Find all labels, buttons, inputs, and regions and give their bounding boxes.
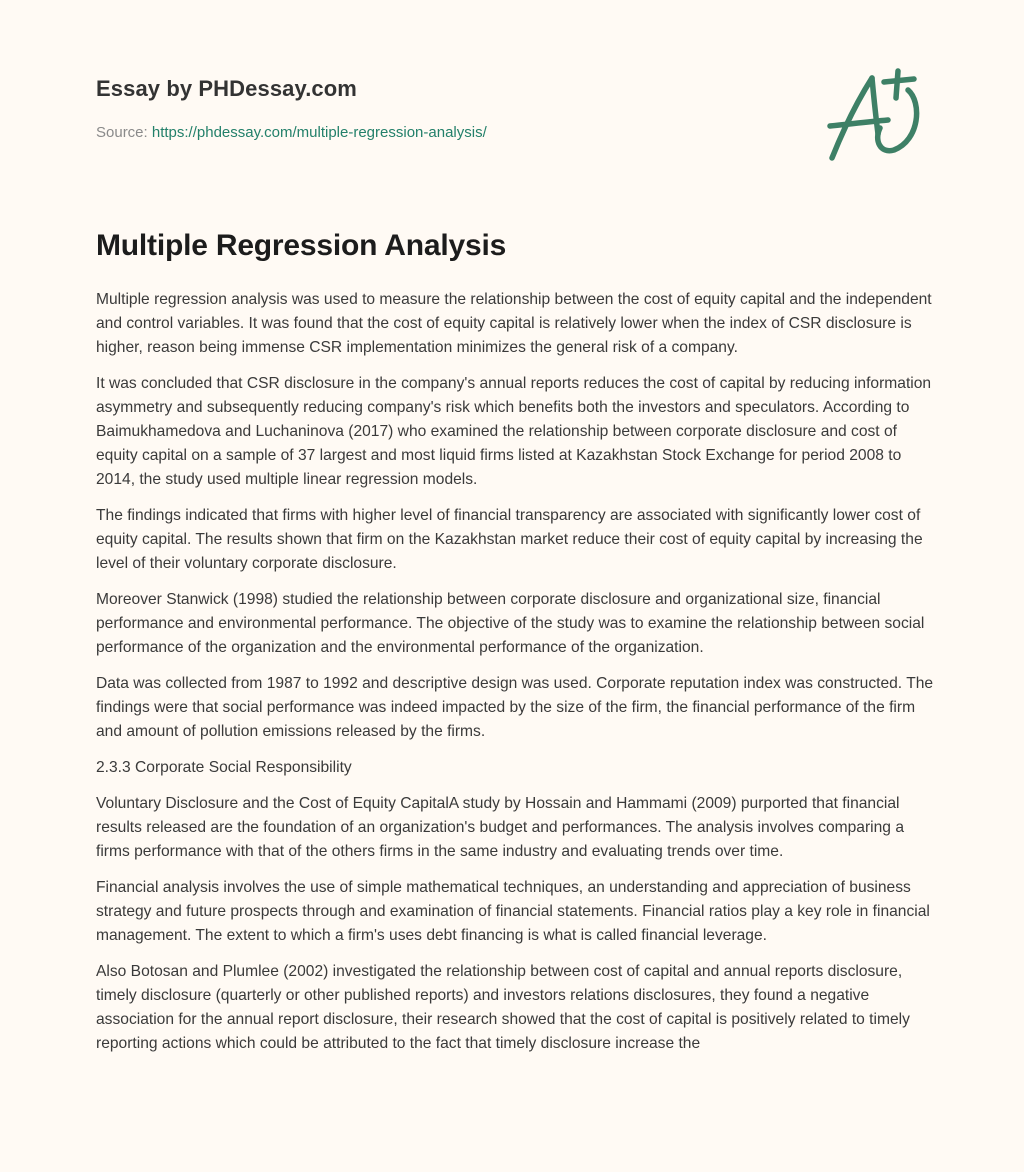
source-link[interactable]: https://phdessay.com/multiple-regression-analysis/ bbox=[151, 124, 487, 141]
paragraph: Multiple regression analysis was used to measure the relationship between the cost of equity capital and the independent and control variables. It was found that the cost of equity capital is relatively lower when the index of CSR disclosure is higher, reason being immense CSR implementation minimizes the general risk of a company. bbox=[96, 291, 932, 356]
article bbox=[96, 226, 936, 1068]
paragraph: Financial analysis involves the use of simple mathematical techniques, an understanding and appreciation of business strategy and future prospects through and examination of financial statements. Financial ratios play a key role in financial management. The extent to which a firm's uses debt financing is what is called financial leverage. bbox=[96, 879, 930, 944]
a-plus-grade-icon bbox=[822, 66, 928, 166]
paragraph: Also Botosan and Plumlee (2002) investigated the relationship between cost of capital and annual reports disclosure, timely disclosure (quarterly or other published reports) and investors relations disclosures, they found a negative association for the annual report disclosure, their research showed that the cost of capital is positively related to timely reporting actions which could be attributed to the fact that timely disclosure increase the bbox=[96, 963, 910, 1052]
paragraph: The findings indicated that firms with higher level of financial transparency are associated with significantly lower cost of equity capital. The results shown that firm on the Kazakhstan market reduce their cost of equity capital by increasing the level of their voluntary corporate disclosure. bbox=[96, 507, 923, 572]
source-label: Source: bbox=[96, 124, 152, 141]
paragraph: Moreover Stanwick (1998) studied the relationship between corporate disclosure and organizational size, financial performance and environmental performance. The objective of the study was to examine the relationship between social performance of the organization and the environmental performance of the organization. bbox=[96, 591, 925, 656]
section-heading: 2.3.3 Corporate Social Responsibility bbox=[96, 759, 352, 776]
paragraph: Data was collected from 1987 to 1992 and descriptive design was used. Corporate reputation index was constructed. The findings were that social performance was indeed impacted by the size of the firm, the financial performance of the firm and amount of pollution emissions released by the firms. bbox=[96, 675, 934, 740]
paragraph: It was concluded that CSR disclosure in the company's annual reports reduces the cost of capital by reducing information asymmetry and subsequently reducing company's risk which benefits both the investors and speculators. According to Baimukhamedova and Luchaninova (2017) who examined the relationship between corporate disclosure and cost of equity capital on a sample of 37 largest and most liquid firms listed at Kazakhstan Stock Exchange for period 2008 to 2014, the study used multiple linear regression models. bbox=[96, 375, 932, 488]
source-line bbox=[96, 124, 487, 141]
site-title: Essay by PHDessay.com bbox=[96, 76, 357, 101]
page-header bbox=[96, 0, 936, 180]
paragraph: Voluntary Disclosure and the Cost of Equity CapitalA study by Hossain and Hammami (2009) purported that financial results released are the foundation of an organization's budget and performances. The analysis involves comparing a firms performance with that of the others firms in the same industry and evaluating trends over time. bbox=[96, 795, 904, 860]
page-title: Multiple Regression Analysis bbox=[96, 229, 507, 262]
